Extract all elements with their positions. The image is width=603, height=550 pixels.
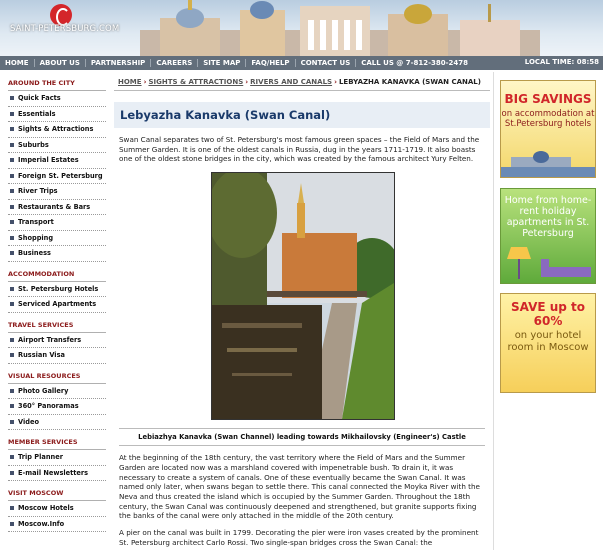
sidebar-item-hotels[interactable] bbox=[8, 282, 106, 298]
sidebar-item-label: Business bbox=[18, 249, 51, 258]
nav-partnership[interactable]: PARTNERSHIP bbox=[86, 59, 151, 67]
bullet-icon bbox=[10, 236, 14, 240]
sidebar-item-moscow-hotels[interactable] bbox=[8, 501, 106, 517]
ad-subtext: on accommodation at St.Petersburg hotels bbox=[501, 109, 595, 129]
sidebar-section-title: VISIT MOSCOW bbox=[8, 489, 106, 501]
logo-icon[interactable] bbox=[50, 4, 72, 26]
site-header bbox=[0, 0, 603, 56]
sidebar-item-suburbs[interactable] bbox=[8, 138, 106, 154]
sidebar-item-label: Sights & Attractions bbox=[18, 125, 94, 134]
nav-careers[interactable]: CAREERS bbox=[151, 59, 198, 67]
bullet-icon bbox=[10, 389, 14, 393]
breadcrumb bbox=[114, 75, 490, 91]
site-name[interactable]: SAINT-PETERSBURG.COM bbox=[10, 24, 120, 34]
bullet-icon bbox=[10, 143, 14, 147]
sidebar-item-video[interactable] bbox=[8, 415, 106, 431]
sidebar-section-title: AROUND THE CITY bbox=[8, 79, 106, 91]
sidebar-item-russian-visa[interactable] bbox=[8, 348, 106, 364]
breadcrumb-separator: › bbox=[334, 78, 337, 86]
sidebar-item-label: Foreign St. Petersburg bbox=[18, 171, 103, 180]
nav-home[interactable]: HOME bbox=[0, 59, 35, 67]
bullet-icon bbox=[10, 112, 14, 116]
bullet-icon bbox=[10, 96, 14, 100]
sidebar-item-sights[interactable] bbox=[8, 122, 106, 138]
bullet-icon bbox=[10, 189, 14, 193]
sidebar bbox=[8, 78, 106, 532]
ad-save-moscow-banner[interactable] bbox=[500, 293, 596, 393]
bullet-icon bbox=[10, 353, 14, 357]
sidebar-section-title: VISUAL RESOURCES bbox=[8, 372, 106, 384]
bullet-icon bbox=[10, 338, 14, 342]
sidebar-item-label: Imperial Estates bbox=[18, 156, 79, 165]
sidebar-item-label: Moscow Hotels bbox=[18, 504, 74, 513]
bullet-icon bbox=[10, 127, 14, 131]
sidebar-item-river-trips[interactable] bbox=[8, 184, 106, 200]
sidebar-item-newsletters[interactable] bbox=[8, 466, 106, 482]
sidebar-item-label: Photo Gallery bbox=[18, 386, 69, 395]
sidebar-item-panoramas[interactable] bbox=[8, 399, 106, 415]
body-paragraph-1: At the beginning of the 18th century, the vast territory where the Field of Mars and the Summer Garden are located now was a marshland covered with impenetrable bush. To drain it, it was necessary to create a system of canals. One of these eventually became the Swan Canal. It was named only later, when swans began to settle there. This canal connected the Moyka River with the Neva and thus created the island which is occupied by the Summer Garden. Throughout the 18th century, the Swan Canal was continuously deepened and strengthened, but granite supports fixing the banks of the canal were only attached in the middle of the 20th century. bbox=[119, 453, 480, 521]
sidebar-item-label: Restaurants & Bars bbox=[18, 202, 91, 211]
nav-contact-us[interactable]: CONTACT US bbox=[296, 59, 357, 67]
bullet-icon bbox=[10, 404, 14, 408]
bullet-icon bbox=[10, 174, 14, 178]
bullet-icon bbox=[10, 420, 14, 424]
sidebar-item-quick-facts[interactable] bbox=[8, 91, 106, 107]
sidebar-item-label: Quick Facts bbox=[18, 94, 61, 103]
sidebar-item-foreign-spb[interactable] bbox=[8, 169, 106, 185]
sidebar-item-label: Moscow.Info bbox=[18, 519, 65, 528]
photo-caption: Lebiazhya Kanavka (Swan Channel) leading towards Mikhailovsky (Engineer's) Castle bbox=[119, 428, 485, 446]
title-box bbox=[114, 102, 490, 128]
sidebar-section-title: TRAVEL SERVICES bbox=[8, 321, 106, 333]
breadcrumb-separator: › bbox=[245, 78, 249, 86]
lamp-sofa-icon bbox=[501, 243, 595, 283]
sidebar-item-label: Essentials bbox=[18, 109, 56, 118]
bullet-icon bbox=[10, 287, 14, 291]
bullet-icon bbox=[10, 506, 14, 510]
sidebar-item-label: Video bbox=[18, 417, 39, 426]
bullet-icon bbox=[10, 522, 14, 526]
sidebar-item-trip-planner[interactable] bbox=[8, 450, 106, 466]
top-navigation bbox=[0, 56, 603, 70]
page-title: Lebyazha Kanavka (Swan Canal) bbox=[120, 108, 331, 122]
sidebar-item-airport-transfers[interactable] bbox=[8, 333, 106, 349]
sidebar-item-restaurants[interactable] bbox=[8, 200, 106, 216]
sidebar-item-label: Transport bbox=[18, 218, 54, 227]
sidebar-section-title: MEMBER SERVICES bbox=[8, 438, 106, 450]
nav-faq-help[interactable]: FAQ/HELP bbox=[246, 59, 295, 67]
waterfront-illustration bbox=[501, 147, 595, 177]
local-time: LOCAL TIME: 08:58 bbox=[524, 58, 599, 66]
body-paragraph-2: A pier on the canal was built in 1799. Decorating the pier were iron vases created by the prominent St. Petersburg architect Carlo Rossi. Two single-span bridges cross the Swan Canal: the bbox=[119, 528, 479, 547]
sidebar-item-shopping[interactable] bbox=[8, 231, 106, 247]
main-content bbox=[114, 75, 490, 547]
bullet-icon bbox=[10, 471, 14, 475]
sidebar-item-label: Shopping bbox=[18, 233, 54, 242]
ad-big-savings-banner[interactable] bbox=[500, 80, 596, 178]
sidebar-item-label: St. Petersburg Hotels bbox=[18, 284, 99, 293]
breadcrumb-current: LEBYAZHA KANAVKA (SWAN CANAL) bbox=[338, 78, 481, 86]
ad-headline: Home from home- rent holiday apartments in St. Petersburg bbox=[504, 195, 592, 239]
bullet-icon bbox=[10, 205, 14, 209]
sidebar-item-business[interactable] bbox=[8, 246, 106, 262]
sidebar-item-apartments[interactable] bbox=[8, 297, 106, 313]
sidebar-item-label: Suburbs bbox=[18, 140, 49, 149]
nav-call-us[interactable]: CALL US @ 7-812-380-2478 bbox=[361, 59, 469, 67]
ad-subtext: on your hotel room in Moscow bbox=[507, 330, 589, 353]
sidebar-section-title: ACCOMMODATION bbox=[8, 270, 106, 282]
breadcrumb-separator: › bbox=[143, 78, 147, 86]
sidebar-item-label: Trip Planner bbox=[18, 453, 63, 462]
breadcrumb-sights[interactable]: SIGHTS & ATTRACTIONS bbox=[148, 78, 244, 86]
nav-about-us[interactable]: ABOUT US bbox=[35, 59, 86, 67]
sidebar-item-moscow-info[interactable] bbox=[8, 517, 106, 533]
sidebar-item-label: Russian Visa bbox=[18, 351, 65, 360]
ad-rent-apartments-banner[interactable] bbox=[500, 188, 596, 284]
city-skyline-illustration bbox=[140, 0, 540, 56]
ad-headline: SAVE up to 60% bbox=[510, 300, 586, 328]
sidebar-item-imperial-estates[interactable] bbox=[8, 153, 106, 169]
bullet-icon bbox=[10, 220, 14, 224]
bullet-icon bbox=[10, 158, 14, 162]
intro-paragraph: Swan Canal separates two of St. Petersburg's most famous green spaces – the Field of Mars and the Summer Garden. It is one of the oldest canals in Russia, dug in the years 1711-1719. It also boasts one of the oldest stone bridges in the city, which was created by the famous architect Yury Felten. bbox=[119, 135, 480, 164]
ad-headline: BIG SAVINGS bbox=[504, 92, 592, 106]
breadcrumb-rivers[interactable]: RIVERS AND CANALS bbox=[250, 78, 333, 86]
column-divider bbox=[493, 72, 494, 550]
sidebar-item-label: River Trips bbox=[18, 187, 58, 196]
sidebar-item-transport[interactable] bbox=[8, 215, 106, 231]
nav-site-map[interactable]: SITE MAP bbox=[198, 59, 246, 67]
sidebar-item-photo-gallery[interactable] bbox=[8, 384, 106, 400]
swan-canal-photo[interactable] bbox=[211, 172, 395, 420]
sidebar-item-label: 360° Panoramas bbox=[18, 402, 79, 411]
sidebar-item-label: Serviced Apartments bbox=[18, 300, 97, 309]
bullet-icon bbox=[10, 455, 14, 459]
sidebar-item-label: Airport Transfers bbox=[18, 335, 82, 344]
bullet-icon bbox=[10, 302, 14, 306]
breadcrumb-home[interactable]: HOME bbox=[118, 78, 142, 86]
bullet-icon bbox=[10, 251, 14, 255]
sidebar-item-essentials[interactable] bbox=[8, 107, 106, 123]
sidebar-item-label: E-mail Newsletters bbox=[18, 468, 89, 477]
